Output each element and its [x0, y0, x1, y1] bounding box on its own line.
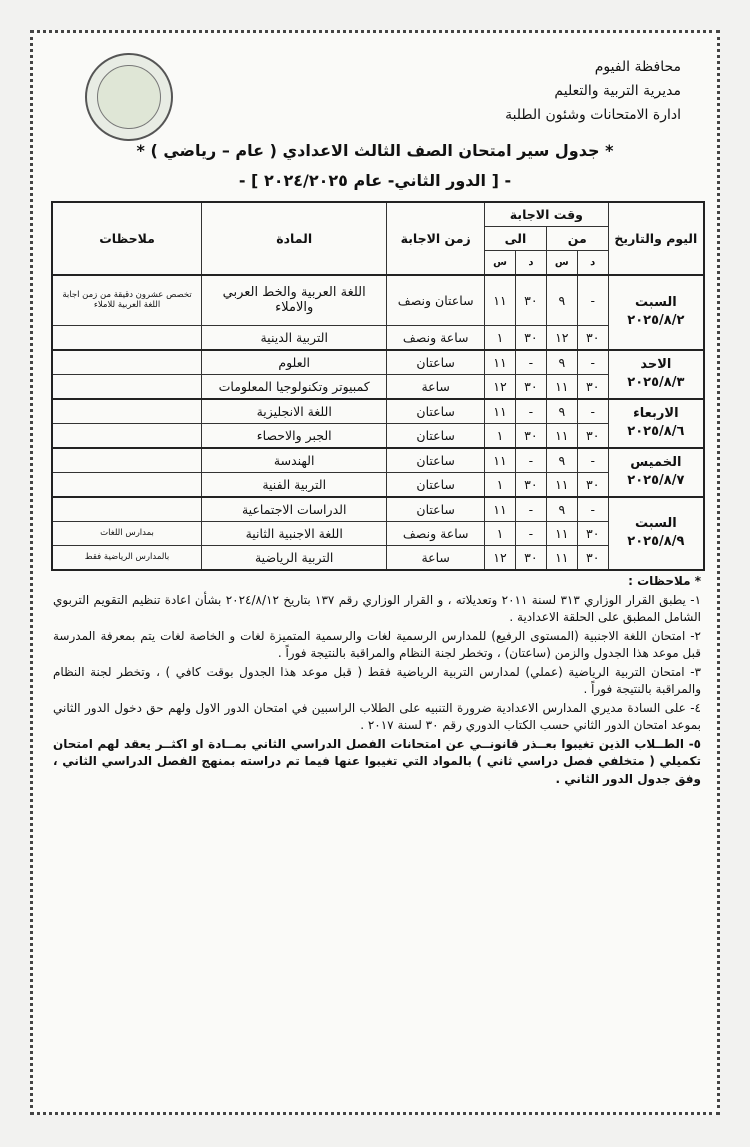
- notes-section: [53, 573, 701, 789]
- notes-heading: * ملاحظات :: [628, 574, 701, 588]
- from-minute: -: [577, 497, 608, 522]
- from-minute: -: [577, 448, 608, 473]
- duration-cell: ساعة: [387, 545, 485, 570]
- directorate-logo-icon: [85, 53, 173, 141]
- table-row: [52, 448, 704, 473]
- exam-schedule-table: [51, 201, 705, 571]
- note-cell: [52, 374, 202, 399]
- subject-cell: التربية الرياضية: [202, 545, 387, 570]
- to-minute: -: [515, 399, 546, 424]
- to-hour: ١١: [485, 350, 516, 375]
- note-cell: [52, 497, 202, 522]
- from-hour: ٩: [546, 448, 577, 473]
- to-hour: ١: [485, 423, 516, 448]
- from-hour: ٩: [546, 350, 577, 375]
- header-from: من: [546, 227, 608, 251]
- from-hour: ١١: [546, 472, 577, 497]
- note-cell: [52, 325, 202, 350]
- to-minute: ٣٠: [515, 374, 546, 399]
- to-minute: -: [515, 350, 546, 375]
- table-row: [52, 399, 704, 424]
- from-minute: ٣٠: [577, 423, 608, 448]
- note-cell: [52, 448, 202, 473]
- day-date-cell: السبت ٢٠٢٥/٨/٢: [608, 275, 704, 350]
- day-date-cell: الاحد ٢٠٢٥/٨/٣: [608, 350, 704, 399]
- issuer-header: [505, 55, 681, 127]
- to-hour: ١: [485, 472, 516, 497]
- subject-cell: الدراسات الاجتماعية: [202, 497, 387, 522]
- duration-cell: ساعة ونصف: [387, 325, 485, 350]
- from-hour: ١١: [546, 374, 577, 399]
- from-minute: ٣٠: [577, 521, 608, 545]
- from-minute: ٣٠: [577, 325, 608, 350]
- note-cell: [52, 350, 202, 375]
- duration-cell: ساعتان: [387, 423, 485, 448]
- table-row: [52, 325, 704, 350]
- to-hour: ١٢: [485, 545, 516, 570]
- header-subject: المادة: [202, 202, 387, 275]
- day-date-cell: الخميس ٢٠٢٥/٨/٧: [608, 448, 704, 497]
- directorate-line: مديرية التربية والتعليم: [554, 83, 681, 99]
- to-hour: ١١: [485, 448, 516, 473]
- subject-cell: الجبر والاحصاء: [202, 423, 387, 448]
- note-cell: بمدارس اللغات: [52, 521, 202, 545]
- to-minute: ٣٠: [515, 325, 546, 350]
- duration-cell: ساعتان: [387, 497, 485, 522]
- subject-cell: اللغة الاجنبية الثانية: [202, 521, 387, 545]
- duration-cell: ساعة: [387, 374, 485, 399]
- note-cell: تخصص عشرون دقيقة من زمن اجابة اللغة العربية للاملاء: [52, 275, 202, 325]
- from-minute: ٣٠: [577, 472, 608, 497]
- note-5: ٥- الطــلاب الذين تغيبوا بعــذر قانونــي عن امتحانات الفصل الدراسي الثاني بمــادة او اكثــر يعقد لهم امتحان تكميلي ( متخلفي فصل دراسي ثاني ) بالمواد التي تغيبوا عنها فيما تم دراسته بمنهج الفصل الدراسي الثاني ، وفق جدول الدور الثاني .: [53, 736, 701, 786]
- duration-cell: ساعتان: [387, 472, 485, 497]
- from-hour: ٩: [546, 275, 577, 325]
- from-hour: ١١: [546, 423, 577, 448]
- page-title: * جدول سير امتحان الصف الثالث الاعدادي ( عام – رياضي ) *: [136, 141, 614, 160]
- to-hour: ١٢: [485, 374, 516, 399]
- table-row: [52, 350, 704, 375]
- header-minute: د: [515, 251, 546, 276]
- note-3: ٣- امتحان التربية الرياضية (عملي) لمدارس التربية الرياضية فقط ( قبل موعد هذا الجدول بوقت كافي ) ، وتخطر لجنة النظام والمراقبة بالنتيجة فوراً .: [53, 664, 701, 696]
- page-subtitle: - [ الدور الثاني- عام ٢٠٢٤/٢٠٢٥ ] -: [238, 171, 512, 190]
- header-to: الى: [485, 227, 547, 251]
- governorate-line: محافظة الفيوم: [594, 59, 681, 75]
- from-minute: ٣٠: [577, 545, 608, 570]
- to-minute: ٣٠: [515, 423, 546, 448]
- header-duration: زمن الاجابة: [387, 202, 485, 275]
- header-notes: ملاحظات: [52, 202, 202, 275]
- table-row: [52, 472, 704, 497]
- to-hour: ١١: [485, 399, 516, 424]
- duration-cell: ساعة ونصف: [387, 521, 485, 545]
- from-minute: -: [577, 399, 608, 424]
- duration-cell: ساعتان: [387, 448, 485, 473]
- note-cell: [52, 472, 202, 497]
- note-cell: بالمدارس الرياضية فقط: [52, 545, 202, 570]
- to-minute: ٣٠: [515, 545, 546, 570]
- header-day-date: اليوم والتاريخ: [608, 202, 704, 275]
- from-minute: -: [577, 275, 608, 325]
- table-row: [52, 521, 704, 545]
- department-line: ادارة الامتحانات وشئون الطلبة: [505, 107, 681, 123]
- subject-cell: اللغة الانجليزية: [202, 399, 387, 424]
- duration-cell: ساعتان ونصف: [387, 275, 485, 325]
- table-row: [52, 423, 704, 448]
- to-minute: -: [515, 448, 546, 473]
- header-hour: س: [485, 251, 516, 276]
- to-minute: ٣٠: [515, 472, 546, 497]
- subject-cell: العلوم: [202, 350, 387, 375]
- subject-cell: الهندسة: [202, 448, 387, 473]
- table-row: [52, 275, 704, 325]
- subject-cell: التربية الدينية: [202, 325, 387, 350]
- note-cell: [52, 423, 202, 448]
- note-cell: [52, 399, 202, 424]
- to-hour: ١١: [485, 497, 516, 522]
- from-minute: -: [577, 350, 608, 375]
- duration-cell: ساعتان: [387, 399, 485, 424]
- duration-cell: ساعتان: [387, 350, 485, 375]
- note-1: ١- يطبق القرار الوزاري ٣١٣ لسنة ٢٠١١ وتعديلاته ، و القرار الوزاري رقم ١٣٧ بتاريخ ٢٠٢٤/٨/١٢ بشأن اعادة تنظيم التقويم التربوي الشامل المطبق على الحلقة الاعدادية .: [53, 592, 702, 624]
- to-minute: -: [515, 497, 546, 522]
- to-hour: ١: [485, 325, 516, 350]
- table-row: [52, 545, 704, 570]
- to-minute: -: [515, 521, 546, 545]
- subject-cell: كمبيوتر وتكنولوجيا المعلومات: [202, 374, 387, 399]
- from-minute: ٣٠: [577, 374, 608, 399]
- header-answer-time: وقت الاجابة: [485, 202, 609, 227]
- to-minute: ٣٠: [515, 275, 546, 325]
- note-2: ٢- امتحان اللغة الاجنبية (المستوى الرفيع) للمدارس الرسمية لغات والرسمية المتميزة لغات و الخاصة لغات يتم بمعرفة المدرسة قبل موعد هذا الجدول والزمن (ساعتان) ، وتخطر لجنة النظام والمراقبة بالنتيجة فوراً .: [53, 628, 701, 660]
- to-hour: ١١: [485, 275, 516, 325]
- header-minute: د: [577, 251, 608, 276]
- from-hour: ٩: [546, 497, 577, 522]
- from-hour: ١١: [546, 545, 577, 570]
- table-row: [52, 497, 704, 522]
- day-date-cell: السبت ٢٠٢٥/٨/٩: [608, 497, 704, 570]
- to-hour: ١: [485, 521, 516, 545]
- day-date-cell: الاربعاء ٢٠٢٥/٨/٦: [608, 399, 704, 448]
- table-row: [52, 374, 704, 399]
- header-hour: س: [546, 251, 577, 276]
- from-hour: ١١: [546, 521, 577, 545]
- subject-cell: اللغة العربية والخط العربي والاملاء: [202, 275, 387, 325]
- subject-cell: التربية الفنية: [202, 472, 387, 497]
- from-hour: ٩: [546, 399, 577, 424]
- document-page: [30, 30, 720, 1115]
- from-hour: ١٢: [546, 325, 577, 350]
- note-4: ٤- على السادة مديري المدارس الاعدادية ضرورة التنبيه على الطلاب الراسبين في امتحان الدور الاول ولهم حق دخول الدور الثاني بموعد امتحان الدور الثاني حسب الكتاب الدوري رقم ٣٠ لسنة ٢٠١٧ .: [53, 700, 701, 732]
